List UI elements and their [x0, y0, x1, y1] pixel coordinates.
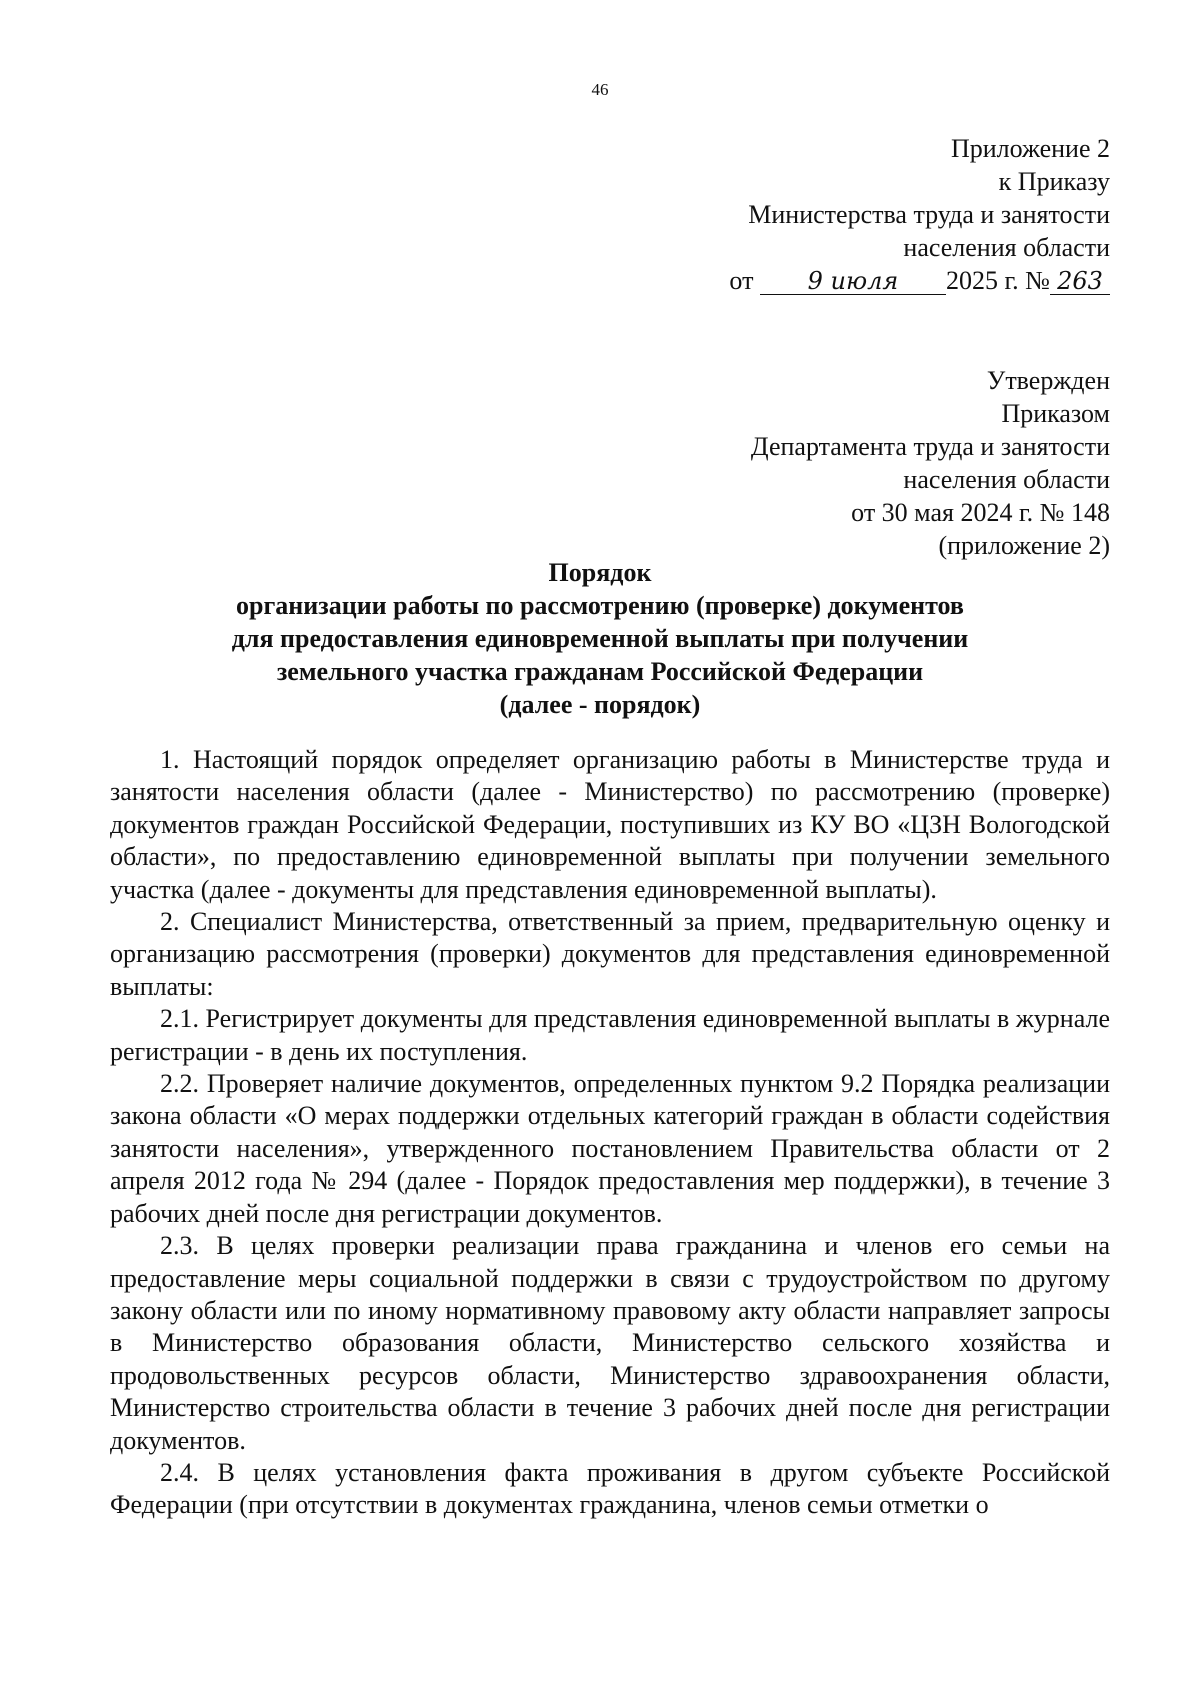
- title-line: земельного участка гражданам Российской Федерации: [276, 657, 924, 686]
- approval-line: Департамента труда и занятости: [750, 432, 1110, 461]
- paragraph: 1. Настоящий порядок определяет организацию работы в Министерстве труда и занятости населения области (далее - Министерство) по рассмотрению (проверке) документов граждан Российской Федерации, поступивших из КУ ВО «ЦЗН Вологодской области», по предоставлению единовременной выплаты при получении земельного участка (далее - документы для представления единовременной выплаты).: [110, 745, 1110, 904]
- order-year: 2025 г. №: [945, 266, 1050, 295]
- paragraph: 2.1. Регистрирует документы для представления единовременной выплаты в журнале регистрации - в день их поступления.: [110, 1004, 1110, 1066]
- handwritten-order-number: 263: [1050, 268, 1110, 295]
- paragraph: 2.4. В целях установления факта проживания в другом субъекте Российской Федерации (при отсутствии в документах гражданина, членов семьи отметки о: [110, 1457, 1110, 1520]
- approval-line: населения области: [903, 465, 1110, 494]
- title-line: для предоставления единовременной выплаты при получении: [231, 624, 969, 653]
- order-date-line: [729, 264, 1110, 297]
- title-line: Порядок: [548, 558, 652, 587]
- appendix-line: населения области: [903, 233, 1110, 262]
- paragraph: 2.3. В целях проверки реализации права гражданина и членов его семьи на предоставление меры социальной поддержки в связи с трудоустройством по другому закону области или по иному нормативному правовому акту области направляет запросы в Министерство образования области, Министерство сельского хозяйства и продовольственных ресурсов области, Министерство здравоохранения области, Министерство строительства области в течение 3 рабочих дней после дня регистрации документов.: [110, 1231, 1110, 1455]
- approval-line: Приказом: [1001, 399, 1110, 428]
- approval-line: (приложение 2): [938, 531, 1110, 560]
- order-prefix: от: [729, 266, 754, 295]
- title-line: организации работы по рассмотрению (проверке) документов: [236, 591, 964, 620]
- appendix-line: Приложение 2: [950, 134, 1110, 163]
- document-title: [0, 556, 1200, 721]
- approval-line: Утвержден: [986, 366, 1110, 395]
- appendix-line: Министерства труда и занятости: [748, 200, 1110, 229]
- title-line: (далее - порядок): [499, 690, 701, 719]
- paragraph: 2.2. Проверяет наличие документов, определенных пунктом 9.2 Порядка реализации закона области «О мерах поддержки отдельных категорий граждан в области содействия занятости населения», утвержденного постановлением Правительства области от 2 апреля 2012 года № 294 (далее - Порядок предоставления мер поддержки), в течение 3 рабочих дней после дня регистрации документов.: [110, 1069, 1110, 1228]
- approval-stamp-block: [751, 364, 1110, 562]
- page-number: 46: [591, 80, 609, 99]
- approval-line: от 30 мая 2024 г. № 148: [851, 498, 1110, 527]
- handwritten-date: 9 июля: [760, 268, 946, 295]
- paragraph: 2. Специалист Министерства, ответственный за прием, предварительную оценку и организацию рассмотрения (проверки) документов для представления единовременной выплаты:: [110, 907, 1110, 1001]
- appendix-header: [729, 132, 1110, 297]
- document-body: [110, 744, 1110, 1522]
- appendix-line: к Приказу: [998, 167, 1110, 196]
